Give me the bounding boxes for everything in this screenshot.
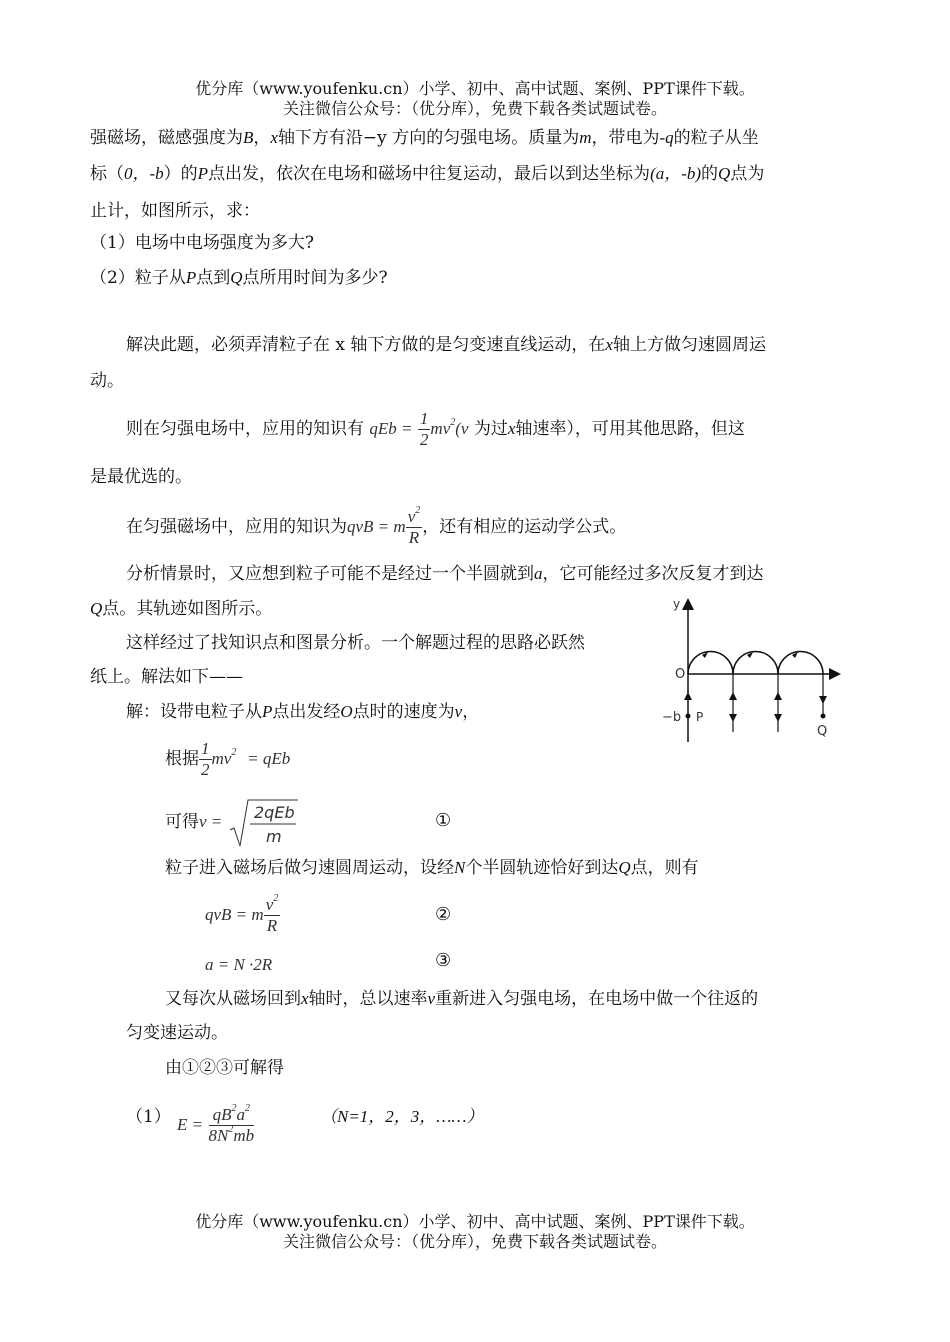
var-x: x bbox=[605, 335, 613, 354]
text: 标（ bbox=[90, 164, 124, 184]
text: （2）粒子从 bbox=[90, 268, 186, 288]
text: 解：设带电粒子从 bbox=[126, 702, 262, 722]
solution-line-5 bbox=[165, 988, 758, 1010]
text: 点时的速度为 bbox=[352, 702, 455, 722]
num-part: qB bbox=[212, 1105, 232, 1124]
sqrt-denominator: m bbox=[265, 826, 282, 846]
problem-line-1 bbox=[90, 127, 759, 149]
text: 轴下方有沿−y 方向的匀强电场。质量为 bbox=[277, 128, 580, 148]
analysis-para-5: 这样经过了找知识点和图景分析。一个解题过程的思路必跃然 bbox=[126, 633, 585, 653]
footer-line-1: 优分库（www.youfenku.cn）小学、初中、高中试题、案例、PPT课件下载。 bbox=[195, 1212, 755, 1231]
solution-eq-2 bbox=[205, 893, 280, 937]
numerator bbox=[209, 1105, 255, 1126]
var-Q: Q bbox=[230, 268, 243, 287]
fraction bbox=[264, 895, 281, 936]
var-v: v bbox=[454, 702, 463, 721]
text: 粒子进入磁场后做匀速圆周运动，设经 bbox=[165, 858, 454, 878]
denominator: 2 bbox=[419, 430, 429, 449]
equation: E = bbox=[177, 1115, 204, 1134]
up-arrow bbox=[774, 692, 782, 700]
problem-line-3: 止计，如图所示，求： bbox=[90, 201, 260, 221]
text: 点到 bbox=[196, 268, 231, 288]
var-Q: Q bbox=[718, 164, 731, 183]
fraction bbox=[199, 739, 212, 780]
superscript: 2 bbox=[415, 505, 421, 516]
text: ，还有相应的运动学公式。 bbox=[422, 517, 627, 537]
text: 分析情景时，又应想到粒子可能不是经过一个半圆就到 bbox=[126, 564, 534, 584]
sqrt bbox=[228, 797, 298, 848]
var-v: v bbox=[427, 989, 436, 1008]
text: 的粒子从坐 bbox=[673, 128, 759, 148]
analysis-para-1-cont: 动。 bbox=[90, 371, 124, 391]
equation: mv bbox=[430, 419, 451, 438]
var-B: B bbox=[243, 128, 254, 147]
denominator: R bbox=[408, 528, 420, 547]
num-part: a bbox=[236, 1105, 246, 1124]
var-P: P bbox=[262, 702, 273, 721]
equation: qvB = m bbox=[347, 517, 406, 536]
header-line-1: 优分库（www.youfenku.cn）小学、初中、高中试题、案例、PPT课件下载。 bbox=[195, 79, 755, 98]
text: 点，则有 bbox=[630, 858, 699, 878]
answer-label: （1） bbox=[126, 1107, 171, 1127]
sqrt-sign bbox=[228, 798, 298, 848]
equation: (v bbox=[455, 419, 469, 438]
footer-line-2: 关注微信公众号：（优分库），免费下载各类试题试卷。 bbox=[282, 1232, 667, 1251]
trajectory-figure bbox=[655, 592, 855, 742]
down-arrow bbox=[819, 696, 827, 704]
equation: mv bbox=[211, 749, 232, 768]
origin-label: O bbox=[675, 667, 686, 682]
equation-mark-3: ③ bbox=[435, 950, 452, 971]
text: 个半圆轨迹恰好到达 bbox=[465, 858, 619, 878]
semicircle-3 bbox=[778, 652, 823, 675]
question-1: （1）电场中电场强度为多大? bbox=[90, 233, 314, 253]
superscript: 2 bbox=[228, 1124, 234, 1135]
down-arrow bbox=[729, 714, 737, 722]
text: ， bbox=[253, 128, 271, 148]
fraction bbox=[406, 507, 423, 548]
text: 在匀强磁场中，应用的知识为 bbox=[126, 517, 347, 537]
down-arrow bbox=[774, 714, 782, 722]
text: 强磁场，磁感强度为 bbox=[90, 128, 243, 148]
denominator bbox=[209, 1126, 255, 1146]
fraction bbox=[418, 409, 431, 450]
analysis-para-2-cont: 是最优选的。 bbox=[90, 467, 192, 487]
equation: qEb = bbox=[369, 419, 413, 438]
text: 的 bbox=[701, 164, 719, 184]
solution-line-6: 由①②③可解得 bbox=[165, 1058, 284, 1078]
analysis-para-6: 纸上。解法如下—— bbox=[90, 667, 243, 687]
var-x: x bbox=[301, 989, 309, 1008]
up-arrow bbox=[684, 692, 692, 700]
analysis-para-1 bbox=[126, 334, 766, 356]
var-v: v bbox=[265, 895, 274, 914]
analysis-para-4-cont bbox=[90, 598, 272, 620]
text: 点为 bbox=[730, 164, 765, 184]
solution-line-4 bbox=[165, 857, 699, 879]
semicircle-2 bbox=[733, 652, 778, 675]
text: 解决此题，必须弄清粒子在 x 轴下方做的是匀变速直线运动，在 bbox=[126, 335, 606, 355]
text: 重新进入匀强电场，在电场中做一个往返的 bbox=[435, 989, 759, 1009]
text: ，带电为 bbox=[591, 128, 660, 148]
solution-line-5-cont: 匀变速运动。 bbox=[126, 1023, 228, 1043]
superscript: 2 bbox=[231, 1103, 237, 1114]
text: 根据 bbox=[165, 749, 199, 769]
var-v: v bbox=[407, 507, 416, 526]
text: 点出发经 bbox=[272, 702, 341, 722]
semicircle-1 bbox=[688, 652, 733, 675]
question-2 bbox=[90, 267, 388, 289]
equation-mark-1: ① bbox=[435, 810, 452, 831]
var-Q: Q bbox=[90, 599, 103, 618]
text: 又每次从磁场回到 bbox=[165, 989, 301, 1009]
text: ，它可能经过多次反复才到达 bbox=[542, 564, 764, 584]
var-x: x bbox=[270, 128, 278, 147]
denominator: R bbox=[266, 916, 278, 935]
den-part: 8N bbox=[208, 1126, 229, 1145]
point-p bbox=[686, 714, 691, 719]
superscript: 2 bbox=[245, 1103, 251, 1114]
equation: v = bbox=[199, 812, 223, 831]
numerator bbox=[264, 895, 281, 916]
denominator: 2 bbox=[201, 760, 210, 779]
equation: qvB = m bbox=[205, 905, 264, 924]
header-line-2: 关注微信公众号：（优分库），免费下载各类试题试卷。 bbox=[282, 99, 667, 118]
numerator bbox=[406, 507, 423, 528]
up-arrow bbox=[729, 692, 737, 700]
p-label: P bbox=[696, 710, 704, 724]
answer-condition: （N=1，2，3，……） bbox=[320, 1107, 484, 1126]
var-q: -q bbox=[659, 128, 674, 147]
text: ）的 bbox=[163, 164, 198, 184]
text: 轴时，总以速率 bbox=[308, 989, 428, 1009]
minus-b-label: −b bbox=[662, 710, 682, 725]
var-a: a bbox=[534, 564, 543, 583]
var-P: P bbox=[197, 164, 209, 183]
q-label: Q bbox=[817, 724, 828, 739]
answer-equation bbox=[177, 1100, 254, 1150]
numerator: 1 bbox=[419, 409, 429, 428]
var-Q: Q bbox=[618, 858, 631, 877]
superscript: 2 bbox=[231, 747, 237, 758]
coord-P: 0，-b bbox=[124, 164, 164, 183]
text: 点出发，依次在电场和磁场中往复运动，最后以到达坐标为 bbox=[208, 164, 651, 184]
text: 轴速率），可用其他思路，但这 bbox=[515, 419, 745, 439]
text: 可得 bbox=[165, 812, 199, 832]
text: ， bbox=[462, 702, 480, 722]
var-N: N bbox=[454, 858, 466, 877]
y-label: y bbox=[673, 597, 681, 611]
analysis-para-3 bbox=[126, 505, 626, 549]
superscript: 2 bbox=[273, 893, 279, 904]
numerator: 1 bbox=[201, 739, 210, 758]
problem-line-2 bbox=[90, 163, 764, 185]
var-x: x bbox=[507, 419, 516, 438]
text: 轴上方做匀速圆周运 bbox=[612, 335, 766, 355]
den-part: mb bbox=[233, 1126, 255, 1145]
text: 点所用时间为多少? bbox=[242, 268, 388, 288]
solution-eq-velocity bbox=[165, 797, 298, 848]
solution-eq-energy bbox=[165, 737, 290, 781]
text: 点。其轨迹如图所示。 bbox=[102, 599, 273, 619]
equation-mark-2: ② bbox=[435, 904, 452, 925]
solution-line-1 bbox=[126, 701, 479, 723]
sqrt-numerator: 2qEb bbox=[253, 802, 295, 822]
var-P: P bbox=[185, 268, 197, 287]
solution-eq-3: a = N ·2R bbox=[205, 955, 273, 974]
equation: = qEb bbox=[247, 749, 291, 768]
coord-Q: (a，-b) bbox=[650, 164, 702, 183]
fraction bbox=[209, 1105, 255, 1146]
text: 为过 bbox=[473, 419, 508, 439]
text: 则在匀强电场中，应用的知识有 bbox=[126, 419, 364, 439]
superscript: 2 bbox=[450, 417, 456, 428]
var-m: m bbox=[579, 128, 592, 147]
analysis-para-4 bbox=[126, 563, 764, 585]
var-O: O bbox=[340, 702, 353, 721]
analysis-para-2 bbox=[126, 407, 745, 451]
